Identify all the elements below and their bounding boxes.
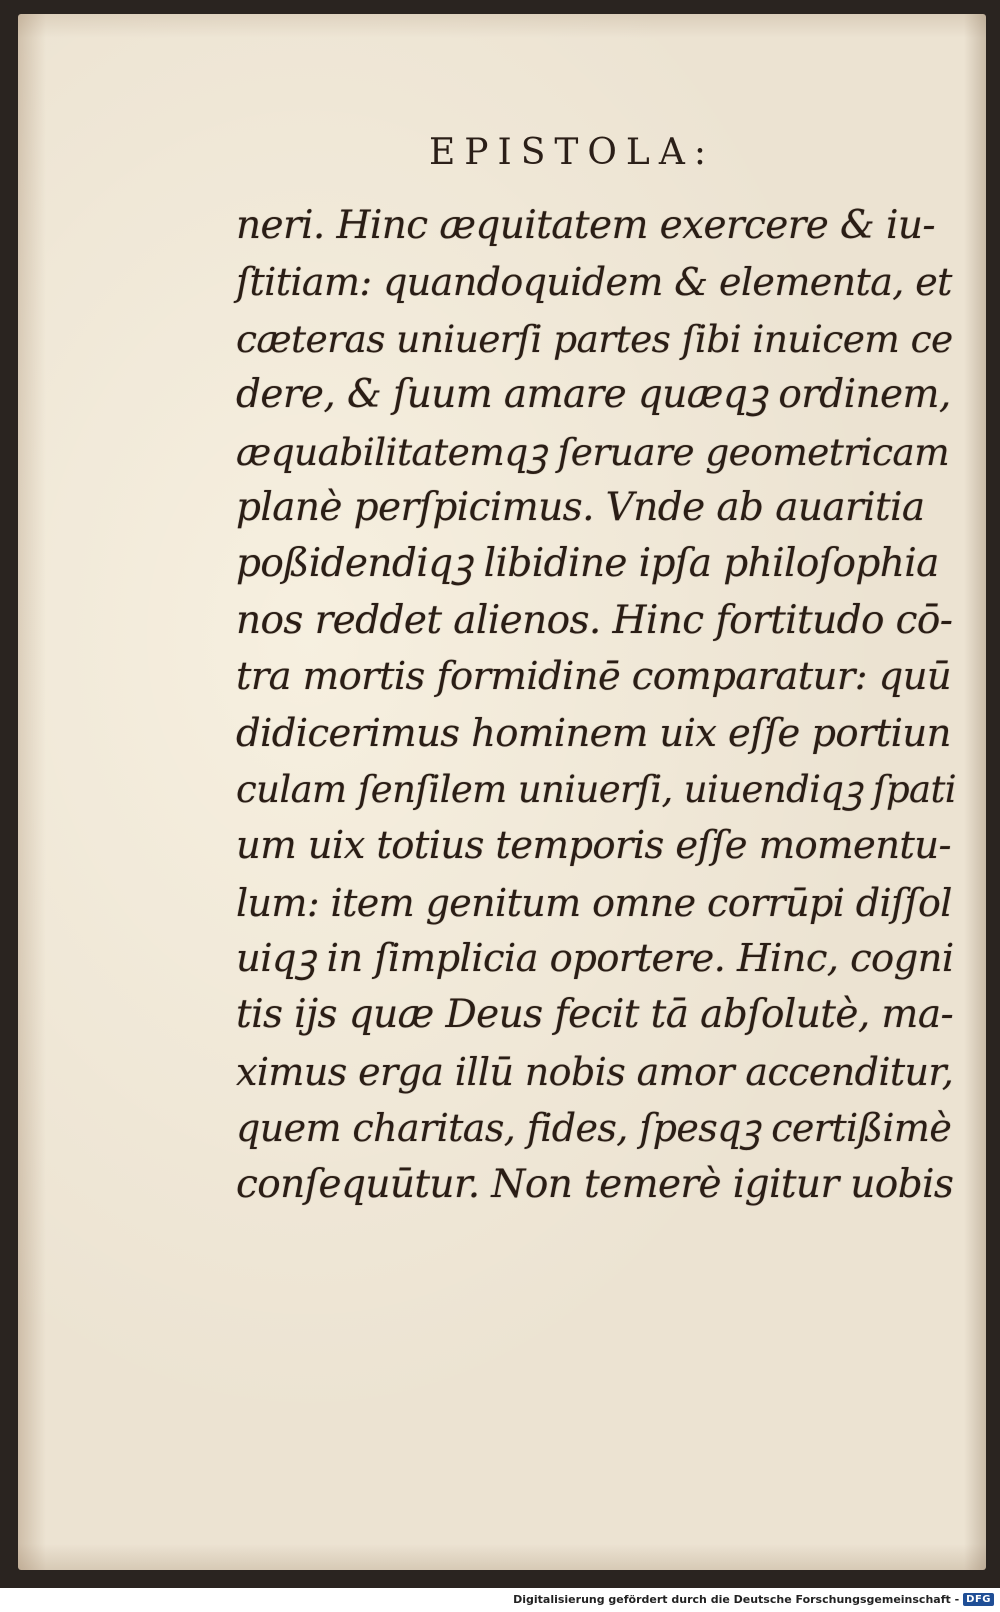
funding-credit-text: Digitalisierung gefördert durch die Deutsche Forschungsgemeinschaft - bbox=[513, 1592, 960, 1606]
text-line: lum: item genitum omne corrūpi diſſol bbox=[236, 880, 952, 925]
text-line: quem charitas, fides, ſpesqꝫ certißimè bbox=[236, 1106, 952, 1151]
text-line: uiqꝫ in ſimplicia oportere. Hinc, cogni bbox=[236, 936, 954, 982]
text-line: cæteras uniuerſi partes ſibi inuicem ce bbox=[236, 316, 953, 361]
text-line: nos reddet alienos. Hinc fortitudo cō- bbox=[236, 597, 953, 643]
dfg-logo[interactable]: DFG bbox=[963, 1593, 994, 1606]
running-head: EPISTOLA: bbox=[429, 132, 715, 173]
text-line: um uix totius temporis eſſe momentu- bbox=[236, 823, 951, 869]
text-line: neri. Hinc æquitatem exercere & iu- bbox=[236, 203, 935, 248]
text-line: culam ſenſilem uniuerſi, uiuendiqꝫ ſpati bbox=[236, 767, 957, 811]
text-line: tra mortis formidinē comparatur: quū bbox=[236, 654, 952, 700]
text-line: ximus erga illū nobis amor accenditur, bbox=[236, 1049, 954, 1094]
book-page bbox=[18, 14, 986, 1570]
text-line: conſequūtur. Non temerè igitur uobis bbox=[236, 1161, 954, 1207]
text-line: poßidendiqꝫ libidine ipſa philoſophia bbox=[236, 541, 939, 587]
text-line: æquabilitatemqꝫ ſeruare geometricam bbox=[236, 429, 950, 474]
text-line: planè perſpicimus. Vnde ab auaritia bbox=[236, 484, 925, 530]
text-block bbox=[236, 198, 956, 1213]
text-line: didicerimus hominem uix eſſe portiun bbox=[236, 710, 951, 756]
text-line: tis ijs quæ Deus fecit tā abſolutè, ma- bbox=[236, 992, 954, 1038]
text-line: dere, & ſuum amare quæqꝫ ordinem, bbox=[236, 372, 951, 418]
text-line: ſtitiam: quandoquidem & elementa, et bbox=[236, 260, 952, 305]
footer-credit bbox=[513, 1590, 994, 1608]
